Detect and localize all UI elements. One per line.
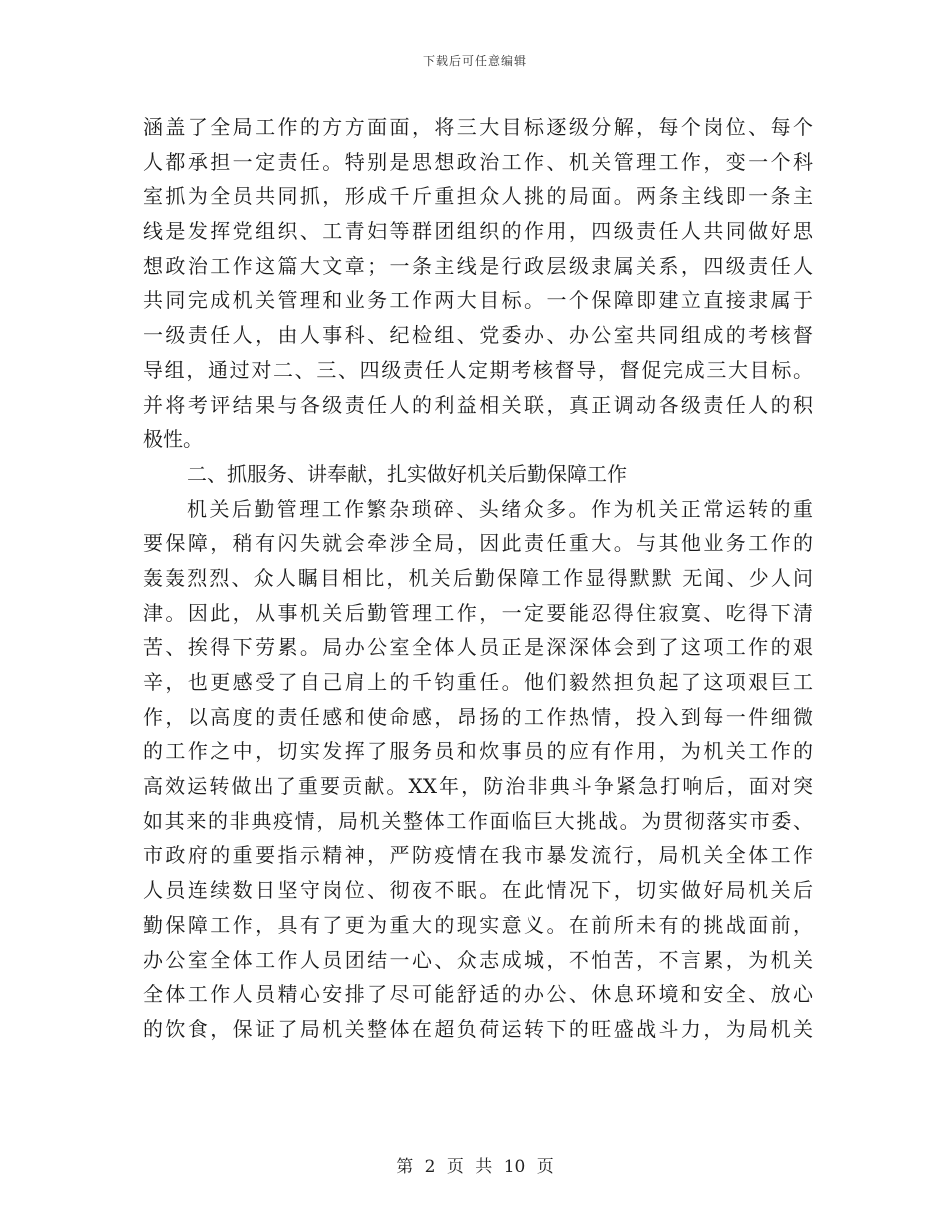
text-line: 轰轰烈烈、众人瞩目相比，机关后勤保障工作显得默默 无闻、少人问 — [143, 565, 813, 590]
document-body — [143, 110, 813, 1047]
text-line: 办公室全体工作人员团结一心、众志成城，不怕苦，不言累，为机关 — [143, 947, 813, 972]
text-line: 共同完成机关管理和业务工作两大目标。一个保障即建立直接隶属于 — [143, 288, 813, 313]
text-line: 并将考评结果与各级责任人的利益相关联，真正调动各级责任人的积 — [143, 392, 813, 417]
text-line: 室抓为全员共同抓，形成千斤重担众人挑的局面。两条主线即一条主 — [143, 184, 813, 209]
text-line: 涵盖了全局工作的方方面面，将三大目标逐级分解，每个岗位、每个 — [143, 115, 813, 139]
text-line: 辛，也更感受了自己肩上的千钧重任。他们毅然担负起了这项艰巨工 — [143, 670, 813, 694]
text-line: 人都承担一定责任。特别是思想政治工作、机关管理工作，变一个科 — [143, 149, 813, 174]
page-header-note: 下载后可任意编辑 — [422, 54, 527, 68]
text-line: 导组，通过对二、三、四级责任人定期考核督导，督促完成三大目标。 — [143, 357, 813, 382]
text-line: 极性。 — [143, 427, 203, 452]
text-line: 机关后勤管理工作繁杂琐碎、头绪众多。作为机关正常运转的重 — [187, 496, 813, 521]
text-line: 的饮食，保证了局机关整体在超负荷运转下的旺盛战斗力，为局机关 — [143, 1016, 813, 1041]
text-line: 线是发挥党组织、工青妇等群团组织的作用，四级责任人共同做好思 — [143, 219, 813, 244]
text-line: 如其来的非典疫情，局机关整体工作面临巨大挑战。为贯彻落实市委、 — [143, 808, 813, 833]
text-line: 全体工作人员精心安排了尽可能舒适的办公、休息环境和安全、放心 — [143, 982, 813, 1007]
text-line: 勤保障工作，具有了更为重大的现实意义。在前所未有的挑战面前， — [143, 912, 813, 937]
page-number-footer: 第 2 页 共 10 页 — [396, 1157, 554, 1177]
text-line: 想政治工作这篇大文章；一条主线是行政层级隶属关系，四级责任人 — [143, 253, 813, 278]
text-line: 作，以高度的责任感和使命感，昂扬的工作热情，投入到每一件细微 — [143, 704, 813, 729]
text-line: 高效运转做出了重要贡献。XX年，防治非典斗争紧急打响后，面对突 — [143, 774, 813, 799]
text-line: 一级责任人，由人事科、纪检组、党委办、办公室共同组成的考核督 — [143, 323, 813, 348]
text-line: 的工作之中，切实发挥了服务员和炊事员的应有作用，为机关工作的 — [143, 739, 813, 764]
text-line: 人员连续数日坚守岗位、彻夜不眠。在此情况下，切实做好局机关后 — [143, 878, 813, 903]
section-heading: 二、抓服务、讲奉献，扎实做好机关后勤保障工作 — [187, 461, 627, 486]
text-line: 市政府的重要指示精神，严防疫情在我市暴发流行，局机关全体工作 — [143, 843, 813, 868]
text-line: 苦、挨得下劳累。局办公室全体人员正是深深体会到了这项工作的艰 — [143, 635, 813, 660]
text-line: 津。因此，从事机关后勤管理工作，一定要能忍得住寂寞、吃得下清 — [143, 600, 813, 625]
text-line: 要保障，稍有闪失就会牵涉全局，因此责任重大。与其他业务工作的 — [143, 531, 813, 556]
